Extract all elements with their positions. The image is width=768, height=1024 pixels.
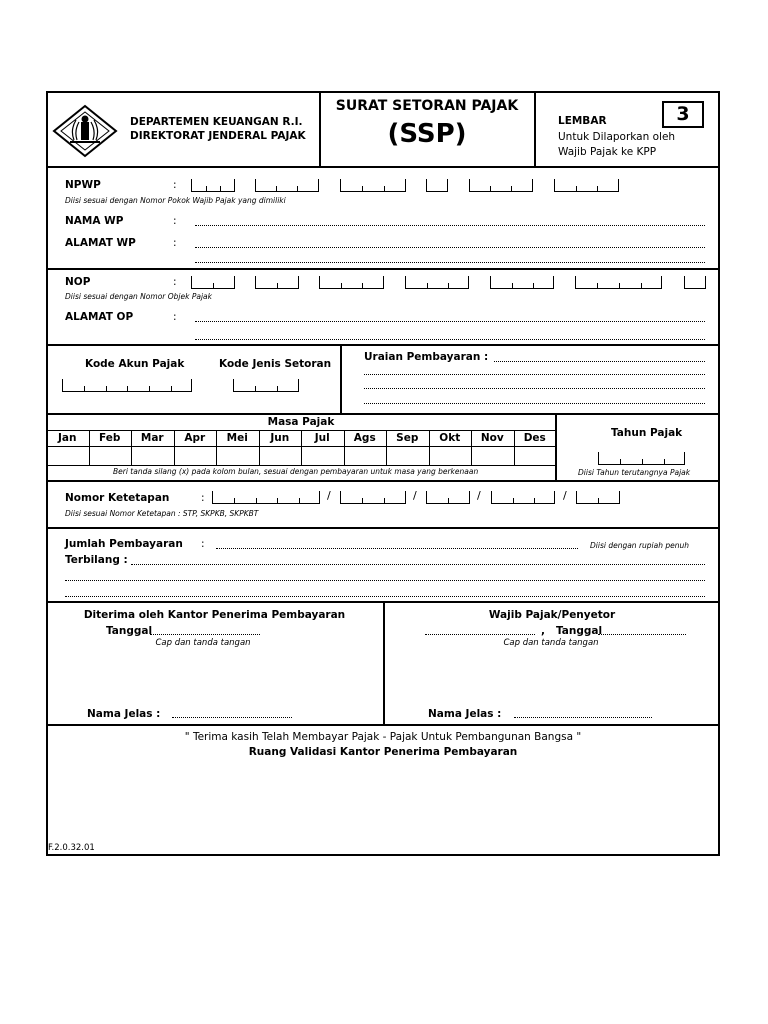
nama-wp-field[interactable] bbox=[195, 225, 705, 226]
penyetor-comma: , bbox=[541, 625, 545, 637]
nop-box-7[interactable] bbox=[684, 276, 706, 289]
jumlah-label: Jumlah Pembayaran bbox=[65, 538, 183, 550]
month-divider bbox=[301, 430, 302, 465]
lembar-desc-2: Wajib Pajak ke KPP bbox=[558, 146, 657, 158]
masa-pajak-label: Masa Pajak bbox=[267, 416, 335, 428]
kode-akun-box[interactable] bbox=[62, 379, 192, 392]
ketetapan-slash-3: / bbox=[477, 489, 481, 502]
penyetor-nama-label: Nama Jelas : bbox=[428, 708, 502, 720]
masa-table-bottom bbox=[46, 465, 556, 466]
penerima-nama-field[interactable] bbox=[172, 717, 292, 718]
month-divider bbox=[89, 430, 90, 465]
ketetapan-box-2[interactable] bbox=[340, 491, 406, 504]
alamat-op-field-2[interactable] bbox=[195, 339, 705, 340]
ketetapan-label: Nomor Ketetapan bbox=[65, 492, 170, 504]
jumlah-colon: : bbox=[201, 538, 205, 550]
dept-line-2: DIREKTORAT JENDERAL PAJAK bbox=[130, 130, 306, 142]
month-checkbox-jun[interactable] bbox=[259, 447, 302, 465]
kode-akun-label: Kode Akun Pajak bbox=[85, 358, 185, 370]
month-divider bbox=[386, 430, 387, 465]
alamat-wp-field-1[interactable] bbox=[195, 247, 705, 248]
ketetapan-colon: : bbox=[201, 492, 205, 504]
nama-wp-label: NAMA WP bbox=[65, 215, 124, 227]
penerima-nama-label: Nama Jelas : bbox=[87, 708, 161, 720]
npwp-note: Diisi sesuai dengan Nomor Pokok Wajib Pajak yang dimiliki bbox=[65, 196, 286, 205]
npwp-box-5[interactable] bbox=[469, 179, 533, 192]
alamat-op-colon: : bbox=[173, 311, 177, 323]
tahun-pajak-box[interactable] bbox=[598, 452, 685, 465]
month-label-nov: Nov bbox=[480, 432, 504, 444]
ketetapan-slash-2: / bbox=[413, 489, 417, 502]
alamat-wp-label: ALAMAT WP bbox=[65, 237, 136, 249]
penyetor-title: Wajib Pajak/Penyetor bbox=[488, 609, 616, 621]
month-checkbox-des[interactable] bbox=[514, 447, 557, 465]
month-divider bbox=[259, 430, 260, 465]
month-checkbox-sep[interactable] bbox=[386, 447, 429, 465]
npwp-box-4[interactable] bbox=[426, 179, 448, 192]
month-divider bbox=[429, 430, 430, 465]
header-bottom-line bbox=[46, 166, 720, 168]
alamat-wp-field-2[interactable] bbox=[195, 262, 705, 263]
month-label-jul: Jul bbox=[314, 432, 330, 444]
alamat-op-label: ALAMAT OP bbox=[65, 311, 134, 323]
month-label-des: Des bbox=[523, 432, 546, 444]
month-divider bbox=[514, 430, 515, 465]
uraian-field-2[interactable] bbox=[364, 374, 705, 375]
validasi-label: Ruang Validasi Kantor Penerima Pembayaran bbox=[248, 746, 518, 758]
header-divider-2 bbox=[534, 91, 536, 167]
terbilang-field-2[interactable] bbox=[65, 580, 705, 581]
penyetor-tempat-field[interactable] bbox=[425, 634, 535, 635]
month-checkbox-okt[interactable] bbox=[429, 447, 472, 465]
terbilang-field-1[interactable] bbox=[131, 564, 705, 565]
uraian-field-3[interactable] bbox=[364, 388, 705, 389]
nop-box-4[interactable] bbox=[405, 276, 469, 289]
ketetapan-box-5[interactable] bbox=[576, 491, 620, 504]
month-checkbox-feb[interactable] bbox=[89, 447, 132, 465]
jumlah-note: Diisi dengan rupiah penuh bbox=[590, 541, 689, 550]
penyetor-cap-note: Cap dan tanda tangan bbox=[503, 638, 599, 648]
kode-jenis-box[interactable] bbox=[233, 379, 299, 392]
jumlah-field[interactable] bbox=[216, 548, 578, 549]
month-divider bbox=[471, 430, 472, 465]
month-checkbox-mei[interactable] bbox=[216, 447, 259, 465]
penerima-tanggal-field[interactable] bbox=[150, 634, 260, 635]
nop-box-3[interactable] bbox=[319, 276, 384, 289]
month-checkbox-ags[interactable] bbox=[344, 447, 387, 465]
month-divider bbox=[174, 430, 175, 465]
op-bottom-line bbox=[46, 344, 720, 346]
nop-note: Diisi sesuai dengan Nomor Objek Pajak bbox=[65, 292, 212, 301]
alamat-op-field-1[interactable] bbox=[195, 321, 705, 322]
form-title: SURAT SETORAN PAJAK bbox=[335, 98, 519, 114]
uraian-label: Uraian Pembayaran : bbox=[364, 351, 489, 363]
penerima-tanggal-label: Tanggal bbox=[106, 625, 153, 637]
terbilang-label: Terbilang : bbox=[65, 554, 128, 566]
nop-box-5[interactable] bbox=[490, 276, 554, 289]
thanks-text: " Terima kasih Telah Membayar Pajak - Pajak Untuk Pembangunan Bangsa " bbox=[184, 731, 582, 743]
month-label-apr: Apr bbox=[184, 432, 206, 444]
nop-label: NOP bbox=[65, 276, 91, 288]
wp-bottom-line bbox=[46, 268, 720, 270]
month-label-jun: Jun bbox=[270, 432, 290, 444]
month-label-sep: Sep bbox=[396, 432, 419, 444]
month-label-ags: Ags bbox=[353, 432, 376, 444]
month-label-jan: Jan bbox=[58, 432, 77, 444]
alamat-wp-colon: : bbox=[173, 237, 177, 249]
npwp-colon: : bbox=[173, 179, 177, 191]
lembar-number: 3 bbox=[662, 101, 704, 128]
month-divider bbox=[131, 430, 132, 465]
form-code: F.2.0.32.01 bbox=[48, 843, 95, 853]
dept-line-1: DEPARTEMEN KEUANGAN R.I. bbox=[130, 116, 303, 128]
ketetapan-slash-1: / bbox=[327, 489, 331, 502]
kode-jenis-label: Kode Jenis Setoran bbox=[219, 358, 332, 370]
month-divider bbox=[216, 430, 217, 465]
penerima-cap-note: Cap dan tanda tangan bbox=[155, 638, 251, 648]
lembar-desc-1: Untuk Dilaporkan oleh bbox=[558, 131, 676, 143]
npwp-label: NPWP bbox=[65, 179, 101, 191]
lembar-label: LEMBAR bbox=[558, 115, 607, 127]
ketetapan-box-4[interactable] bbox=[491, 491, 555, 504]
month-checkbox-nov[interactable] bbox=[471, 447, 514, 465]
npwp-box-2[interactable] bbox=[255, 179, 319, 192]
month-label-mar: Mar bbox=[140, 432, 164, 444]
npwp-box-1[interactable] bbox=[191, 179, 235, 192]
month-checkbox-mar[interactable] bbox=[131, 447, 174, 465]
month-label-feb: Feb bbox=[99, 432, 121, 444]
terbilang-field-3[interactable] bbox=[65, 596, 705, 597]
nop-box-6[interactable] bbox=[575, 276, 662, 289]
ketetapan-box-1[interactable] bbox=[212, 491, 320, 504]
masa-bottom-line bbox=[46, 480, 720, 482]
penyetor-tanggal-label: Tanggal bbox=[556, 625, 603, 637]
nop-colon: : bbox=[173, 276, 177, 288]
kode-bottom-line bbox=[46, 413, 720, 415]
ketetapan-note: Diisi sesuai Nomor Ketetapan : STP, SKPKB, SKPKBT bbox=[65, 509, 259, 518]
uraian-field-4[interactable] bbox=[364, 403, 705, 404]
nop-box-2[interactable] bbox=[255, 276, 299, 289]
penyetor-nama-field[interactable] bbox=[514, 717, 652, 718]
nama-wp-colon: : bbox=[173, 215, 177, 227]
tahun-pajak-note: Diisi Tahun terutangnya Pajak bbox=[578, 468, 691, 477]
month-checkbox-jul[interactable] bbox=[301, 447, 344, 465]
uraian-field-1[interactable] bbox=[494, 361, 705, 362]
form-title-abbr: (SSP) bbox=[387, 119, 467, 149]
ketetapan-slash-4: / bbox=[563, 489, 567, 502]
penyetor-tanggal-field[interactable] bbox=[598, 634, 686, 635]
month-label-mei: Mei bbox=[226, 432, 248, 444]
month-divider bbox=[344, 430, 345, 465]
ketetapan-bottom-line bbox=[46, 527, 720, 529]
nop-box-1[interactable] bbox=[191, 276, 235, 289]
tahun-pajak-label: Tahun Pajak bbox=[611, 427, 683, 439]
ketetapan-box-3[interactable] bbox=[426, 491, 470, 504]
kode-divider bbox=[340, 344, 342, 414]
ministry-emblem-icon bbox=[52, 104, 118, 158]
sign-bottom-line bbox=[46, 724, 720, 726]
month-label-okt: Okt bbox=[439, 432, 461, 444]
month-checkbox-jan[interactable] bbox=[46, 447, 89, 465]
masa-note: Beri tanda silang (x) pada kolom bulan, sesuai dengan pembayaran untuk masa yang berkenaan bbox=[113, 467, 479, 476]
penerima-title: Diterima oleh Kantor Penerima Pembayaran bbox=[83, 609, 346, 621]
npwp-box-3[interactable] bbox=[340, 179, 406, 192]
month-checkbox-apr[interactable] bbox=[174, 447, 217, 465]
npwp-box-6[interactable] bbox=[554, 179, 619, 192]
